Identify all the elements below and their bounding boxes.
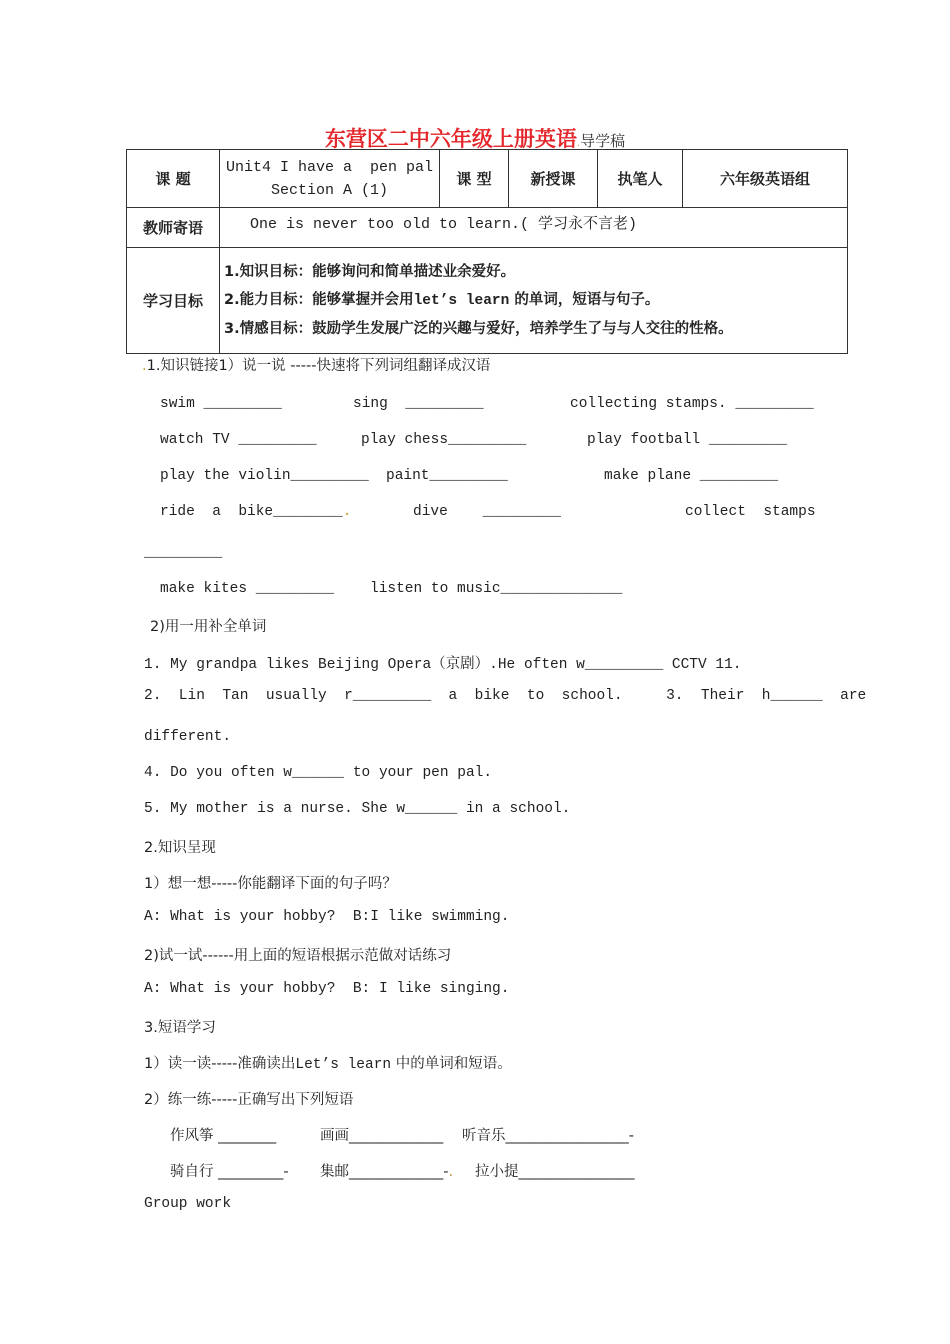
section2-step1: 1）想一想-----你能翻译下面的句子吗？: [144, 876, 397, 892]
title-sub: 导学稿: [580, 132, 626, 150]
section3-step2: 2）练一练-----正确写出下列短语: [144, 1092, 354, 1108]
type-value: 新授课: [509, 150, 598, 208]
phrase-collect-stamps-cn-mark: .: [448, 1164, 454, 1180]
section1-heading-text: 1.知识链接1）说一说 -----快速将下列词组翻译成汉语: [146, 358, 491, 374]
section2-heading: 2.知识呈现: [144, 840, 216, 856]
goal-2-a: 2.能力目标：能够掌握并会用: [224, 292, 414, 308]
title-dot: .: [576, 138, 581, 149]
phrase-violin-blank: 拉小提________________: [475, 1164, 635, 1180]
phrase-sing: sing _________: [353, 396, 484, 412]
title-main: 东营区二中六年级上册英语: [324, 127, 577, 151]
phrase-collect-stamps-cn-blank: [320, 1160, 453, 1181]
phrase-collect-stamps-blank: _________: [144, 545, 223, 561]
section2-step2: 2)试一试------用上面的短语根据示范做对话练习: [144, 948, 452, 964]
phrase-paint: paint_________: [386, 468, 508, 484]
goal-2-b: let’s learn: [413, 293, 510, 309]
goals-label: 学习目标: [127, 248, 220, 354]
motto-value: One is never too old to learn.( 学习永不言老): [220, 208, 848, 248]
section3-step1-b: Let’s learn: [295, 1057, 392, 1073]
section2-dialog2: A: What is your hobby? B: I like singing.: [144, 981, 510, 997]
phrase-ride-bike: [160, 504, 351, 520]
question-4: 4. Do you often w______ to your pen pal.: [144, 765, 493, 781]
lesson-value-line1: Unit4 I have a pen pal: [226, 158, 434, 176]
question-2: 2. Lin Tan usually r_________ a bike to school. 3. Their h______ are: [144, 688, 867, 704]
lesson-value: [220, 150, 440, 208]
motto-label: 教师寄语: [127, 208, 220, 248]
phrase-make-kite-blank: 作风筝 ________: [170, 1128, 277, 1144]
question-1: 1. My grandpa likes Beijing Opera（京剧）.He often w_________ CCTV 11.: [144, 657, 742, 673]
phrase-ride-bike-mark: .: [342, 504, 352, 520]
phrase-swim: swim _________: [160, 396, 282, 412]
phrase-make-plane: make plane _________: [604, 468, 779, 484]
phrase-collecting-stamps: collecting stamps. _________: [570, 396, 814, 412]
phrase-make-kites: make kites _________: [160, 581, 335, 597]
lesson-label: 课 题: [127, 150, 220, 208]
goal-1: 1.知识目标：能够询问和简单描述业余爱好。: [224, 264, 516, 280]
phrase-collect-stamps: collect stamps: [685, 504, 816, 520]
type-label: 课 型: [440, 150, 509, 208]
section1-heading-mark: .: [142, 358, 147, 374]
lesson-value-line2: Section A (1): [271, 181, 389, 199]
phrase-ride-bike-text: ride a bike________: [160, 504, 343, 520]
phrase-paint-blank: 画画_____________: [320, 1128, 444, 1144]
question-3-cont: different.: [144, 729, 232, 745]
author-label: 执笔人: [598, 150, 683, 208]
phrase-ride-bike-blank: 骑自行 _________-: [170, 1164, 289, 1180]
goals-cell: [220, 248, 848, 354]
section1-heading: [142, 354, 490, 375]
phrase-dive: dive _________: [413, 504, 561, 520]
question-5: 5. My mother is a nurse. She w______ in a school.: [144, 801, 571, 817]
section1b-heading: 2)用一用补全单词: [150, 619, 267, 635]
phrase-listen-music: listen to music______________: [370, 581, 623, 597]
phrase-play-football: play football _________: [587, 432, 788, 448]
section3-step1-a: 1）读一读-----准确读出: [144, 1056, 296, 1072]
goal-2-c: 的单词，短语与句子。: [509, 292, 660, 308]
author-value: 六年级英语组: [683, 150, 848, 208]
phrase-collect-stamps-cn-text: 集邮_____________-: [320, 1164, 449, 1180]
phrase-listen-music-blank: 听音乐_________________-: [462, 1128, 634, 1144]
group-work: Group work: [144, 1196, 232, 1212]
section2-dialog1: A: What is your hobby? B:I like swimming.: [144, 909, 510, 925]
phrase-play-violin: play the violin_________: [160, 468, 369, 484]
goal-2: [224, 286, 841, 315]
header-table: [126, 149, 848, 354]
section3-heading: 3.短语学习: [144, 1020, 216, 1036]
phrase-play-chess: play chess_________: [361, 432, 527, 448]
goal-3: 3.情感目标：鼓励学生发展广泛的兴趣与爱好，培养学生了与与人交往的性格。: [224, 321, 733, 337]
section3-step1: [144, 1052, 512, 1073]
phrase-watch-tv: watch TV _________: [160, 432, 317, 448]
section3-step1-c: 中的单词和短语。: [391, 1056, 512, 1072]
